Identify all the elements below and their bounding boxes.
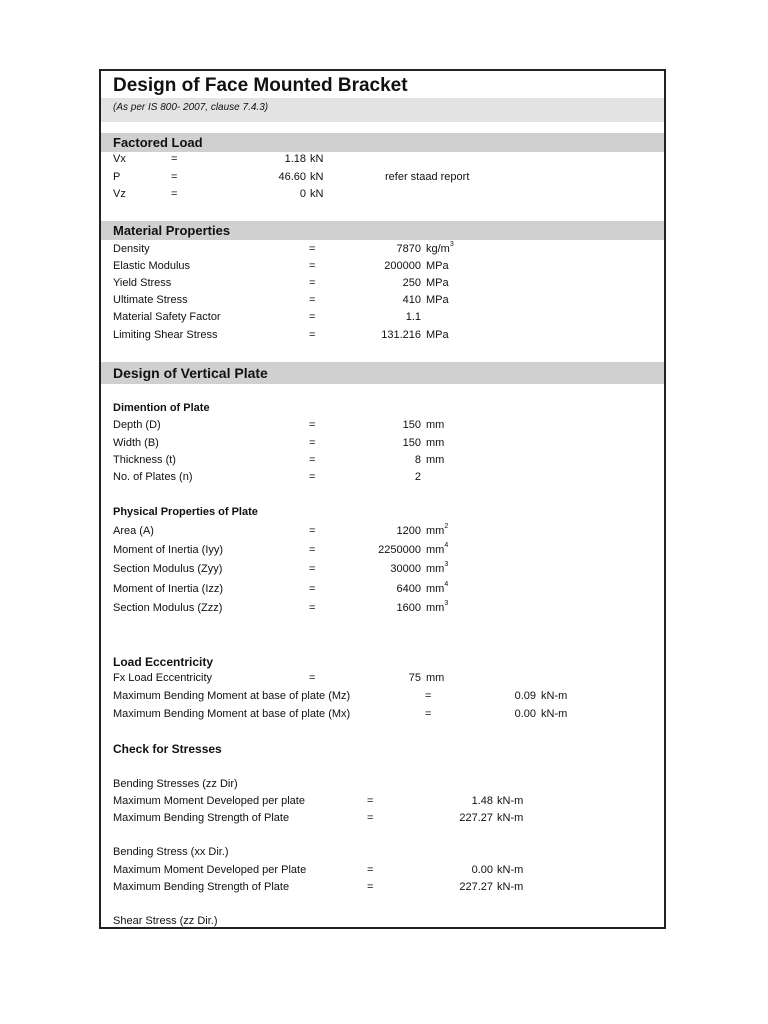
section-heading-factored-load: Factored Load — [113, 135, 203, 150]
subheading-load-eccentricity: Load Eccentricity — [113, 655, 214, 669]
note-staad-report: refer staad report — [385, 171, 470, 183]
subheading-check-stresses: Check for Stresses — [113, 742, 222, 756]
section-heading-vertical-plate: Design of Vertical Plate — [113, 365, 268, 381]
subtitle: (As per IS 800- 2007, clause 7.4.3) — [113, 102, 269, 113]
subheading-xx-stress: Bending Stress (xx Dir.) — [113, 846, 229, 858]
subheading-physical: Physical Properties of Plate — [113, 506, 258, 518]
design-sheet: Design of Face Mounted Bracket (As per IS 800- 2007, clause 7.4.3) Factored Load Vx = 1.18 kN P = 46.60 kN refer staad report Vz = 0 kN Material Properties Density = 7870 $kg/m^3$ Elastic Modulus = 200000 MPa Yield Stress = 250 MPa Ultimate Stress = 410 MPa Material Safety Factor = 1.1 Limiting Shear Stress = 131.216 MPa Design of Vertical Plate Dimention of Plate Depth (D) = 150 mm Width (B) = 150 mm Thickness (t) = 8 mm No. of Plates (n) = 2 Physical Properties of Plate Area (A) = 1200 $mm^2$ Moment of Inertia (Iyy) = 2250000 $mm^4$ Section Modulus (Zyy) = 30000 $mm^3$ Moment of Inertia (Izz) = 6400 $mm^4$ Section Modulus (Zzz) = 1600 $mm^3$ Load Eccentricity Fx Load Eccentricity = 75 mm Maximum Bending Moment at base of plate (Mz) = 0.09 kN-m Maximum Bending Moment at base of plate (Mx) = 0.00 kN-m Check for Stresses Bending Stresses (zz Dir) Maximum Moment Developed per plate = 1.48 kN-m Maximum Bending Strength of Plate = 227.27 kN-m Bending Stress (xx Dir.) Maximum Moment Developed per Plate = 0.00 kN-m Maximum Bending Strength of Plate = 227.27 kN-m Shear Stress (zz Dir.) — [99, 69, 666, 929]
section-heading-material: Material Properties — [113, 223, 231, 238]
page-title: Design of Face Mounted Bracket — [113, 75, 408, 96]
subheading-dimension: Dimention of Plate — [113, 402, 210, 414]
subheading-shear-stress: Shear Stress (zz Dir.) — [113, 915, 218, 927]
subheading-zz-stress: Bending Stresses (zz Dir) — [113, 778, 238, 790]
